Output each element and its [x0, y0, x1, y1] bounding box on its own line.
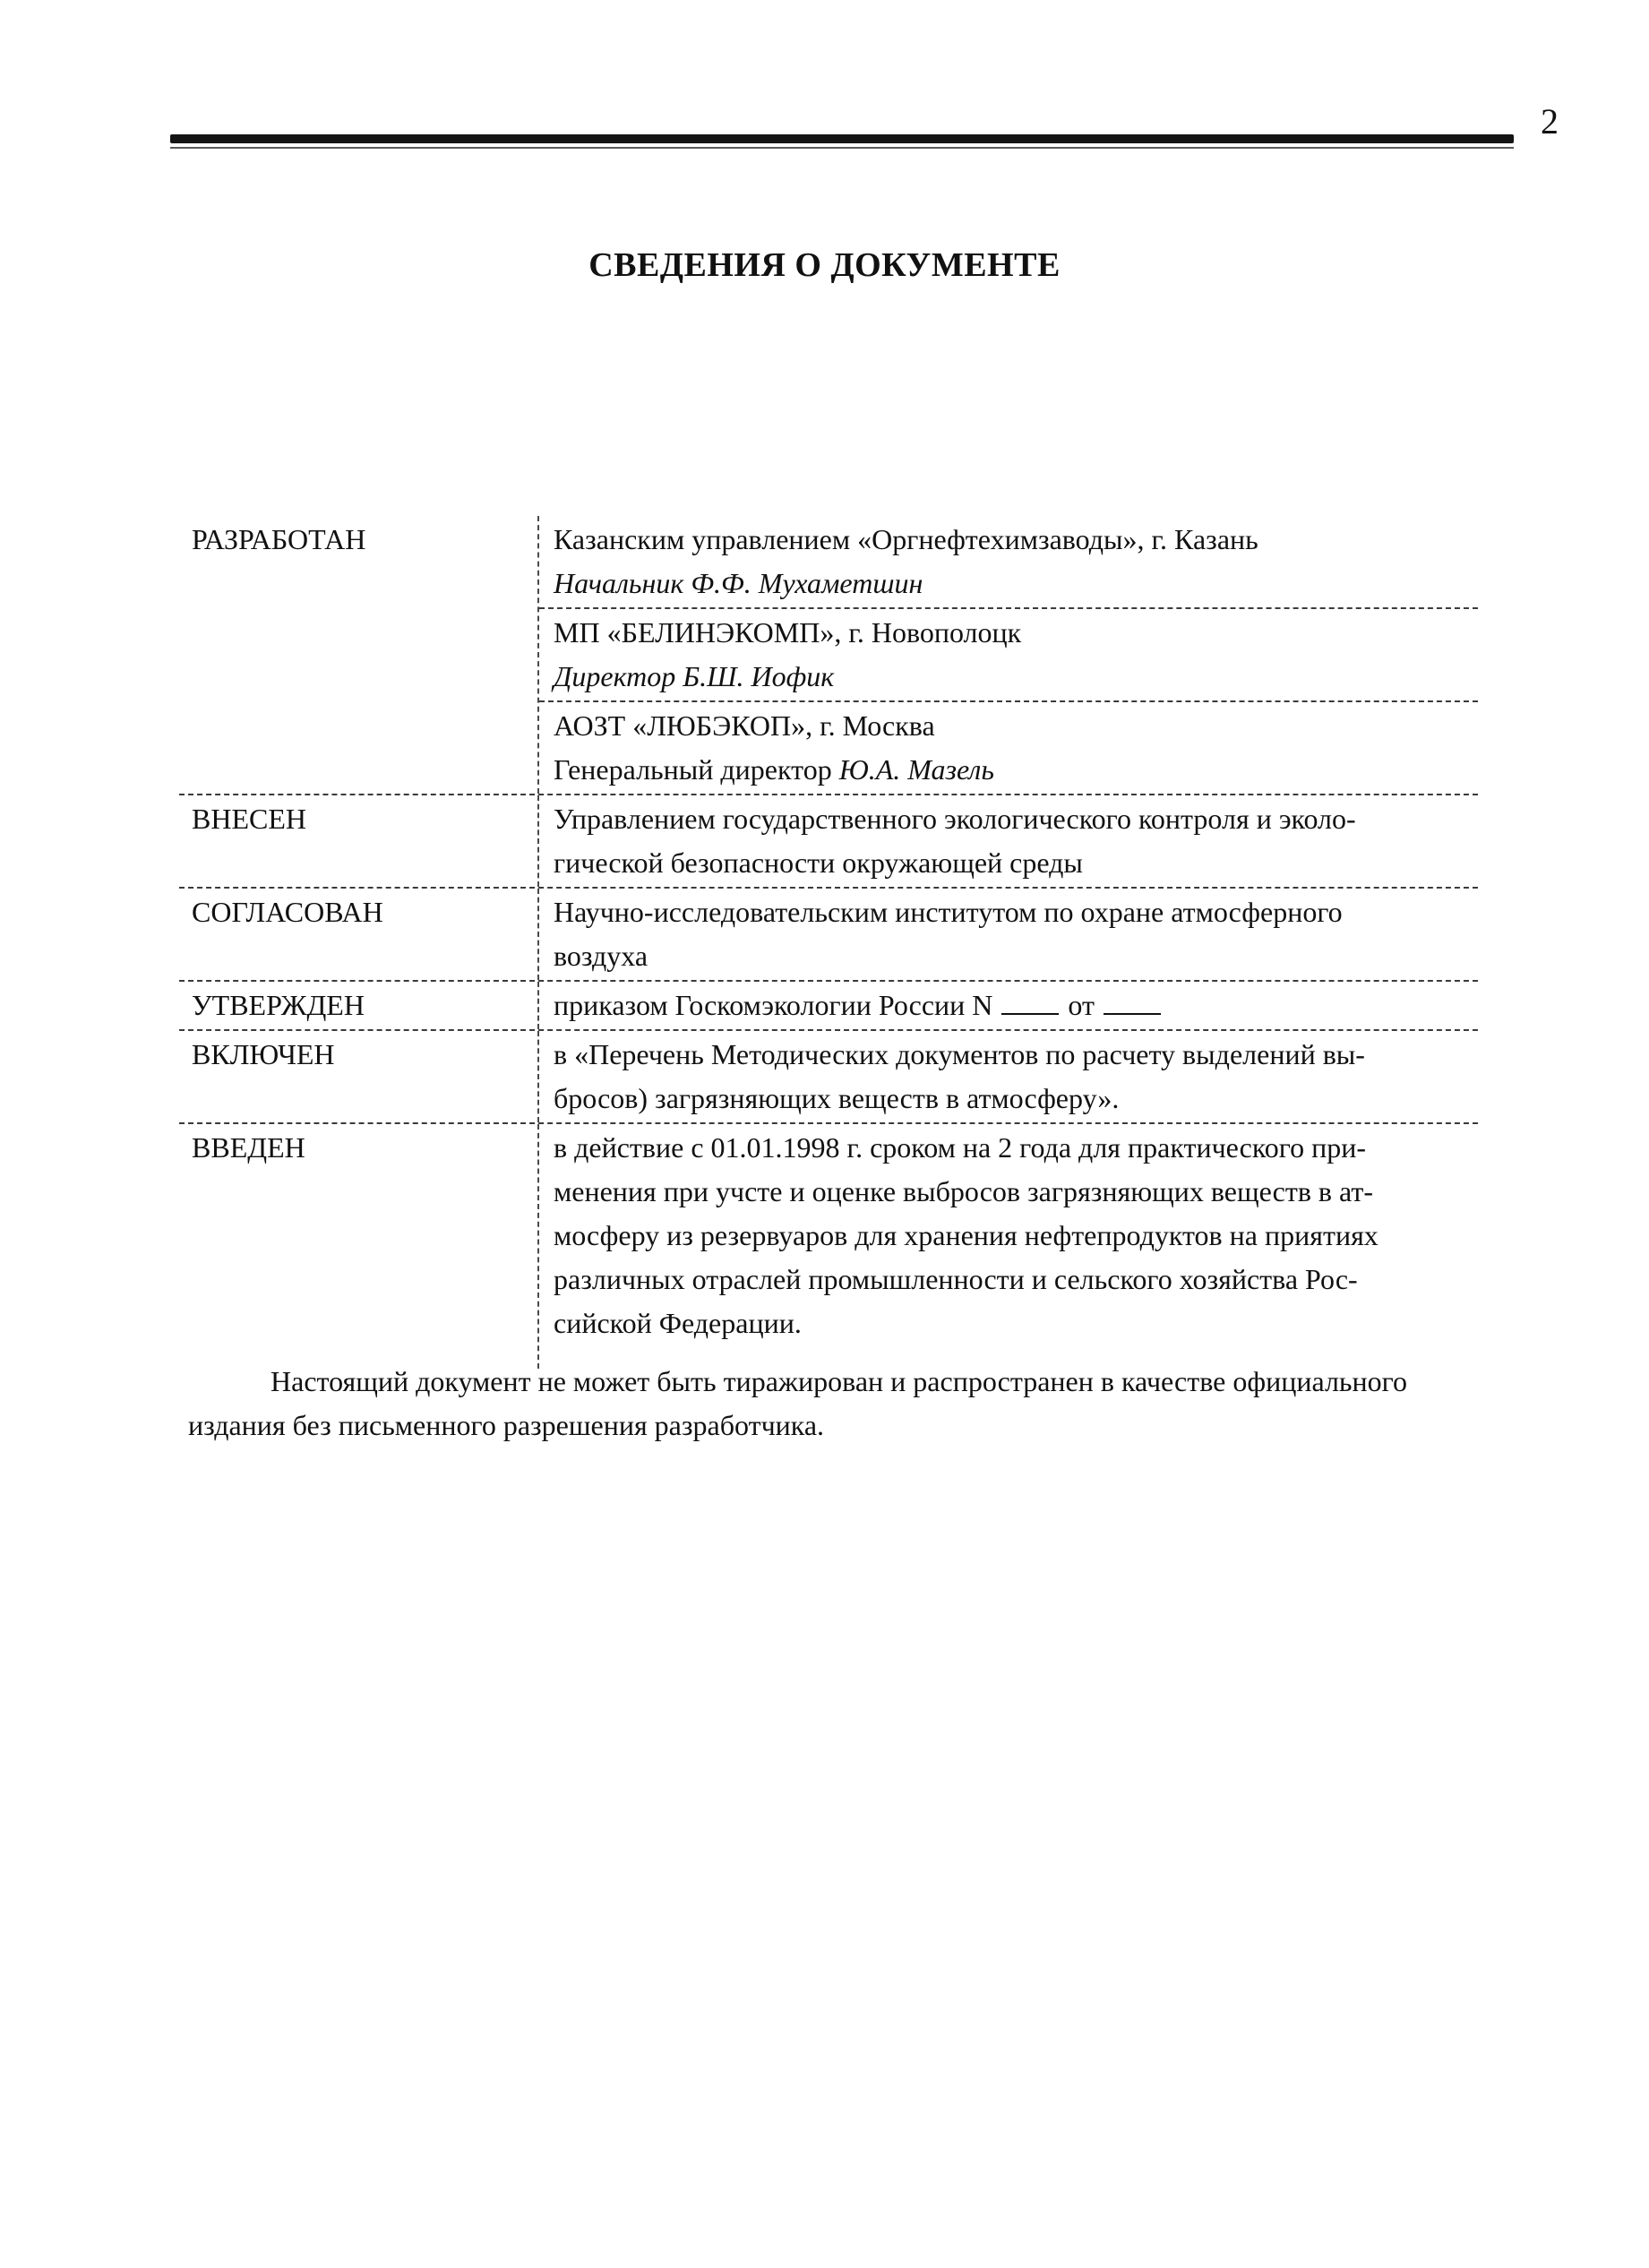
developer-block — [539, 516, 1478, 607]
developer-organization: Казанским управлением «Оргнефтехимзаводы», г. Казань — [554, 523, 1258, 555]
value-line: гической безопасности окружающей среды — [554, 846, 1083, 879]
value-line: Управлением государственного экологического контроля и эколо- — [554, 803, 1356, 835]
row-label: УТВЕРЖДЕН — [192, 989, 365, 1021]
developer-head: Директор Б.Ш. Иофик — [554, 660, 835, 692]
info-row-included — [179, 1029, 1478, 1122]
row-label: ВНЕСЕН — [192, 803, 306, 835]
order-number-blank — [1001, 988, 1059, 1015]
notice-line: издания без письменного разрешения разработчика. — [188, 1409, 825, 1441]
row-values — [537, 516, 1478, 794]
value-line: Научно-исследовательским институтом по охране атмосферного — [554, 896, 1343, 928]
order-date-blank — [1104, 988, 1161, 1015]
developer-block — [539, 700, 1478, 794]
top-rule — [170, 134, 1514, 143]
document-title: СВЕДЕНИЯ О ДОКУМЕНТЕ — [588, 246, 1061, 284]
row-values — [537, 889, 1478, 980]
document-info-table — [179, 516, 1478, 1369]
approval-date-prefix: от — [1068, 989, 1095, 1021]
value-line: мосферу из резервуаров для хранения нефтепродуктов на приятиях — [554, 1219, 1378, 1251]
value-line: в действие с 01.01.1998 г. сроком на 2 года для практического при- — [554, 1131, 1367, 1164]
page-number: 2 — [1541, 101, 1559, 142]
value-line — [554, 984, 1478, 1027]
row-values — [537, 795, 1478, 887]
developer-head-name: Ю.А. Мазель — [838, 753, 994, 786]
value-block — [539, 982, 1478, 1029]
top-rule-thin — [170, 147, 1514, 149]
developer-organization: МП «БЕЛИНЭКОМП», г. Новополоцк — [554, 616, 1022, 649]
value-line: воздуха — [554, 940, 648, 972]
info-row-developed — [179, 516, 1478, 794]
info-row-submitted — [179, 794, 1478, 887]
value-block — [539, 795, 1478, 887]
value-line: в «Перечень Методических документов по расчету выделений вы- — [554, 1038, 1365, 1070]
row-label: СОГЛАСОВАН — [192, 896, 383, 928]
row-values — [537, 1124, 1478, 1369]
approval-order-text: приказом Госкомэкологии России N — [554, 989, 993, 1021]
row-values — [537, 982, 1478, 1029]
row-label: ВКЛЮЧЕН — [192, 1038, 335, 1070]
row-label: ВВЕДЕН — [192, 1131, 305, 1164]
developer-head: Начальник Ф.Ф. Мухаметшин — [554, 567, 923, 599]
value-line: сийской Федерации. — [554, 1307, 802, 1339]
info-row-approved — [179, 980, 1478, 1029]
developer-organization: АОЗТ «ЛЮБЭКОП», г. Москва — [554, 709, 935, 742]
developer-head — [554, 748, 1478, 792]
value-block — [539, 1124, 1478, 1369]
value-line: различных отраслей промышленности и сельского хозяйства Рос- — [554, 1263, 1358, 1295]
value-block — [539, 1031, 1478, 1122]
developer-head-title: Генеральный директор — [554, 753, 839, 786]
info-row-agreed — [179, 887, 1478, 980]
value-line: бросов) загрязняющих веществ в атмосферу». — [554, 1082, 1120, 1114]
notice-line: Настоящий документ не может быть тиражирован и распространен в качестве официального — [271, 1365, 1407, 1397]
value-line: менения при учсте и оценке выбросов загрязняющих веществ в ат- — [554, 1175, 1374, 1207]
copyright-notice — [188, 1360, 1523, 1448]
row-values — [537, 1031, 1478, 1122]
value-block — [539, 889, 1478, 980]
developer-block — [539, 607, 1478, 700]
info-row-enacted — [179, 1122, 1478, 1369]
row-label: РАЗРАБОТАН — [192, 523, 366, 555]
